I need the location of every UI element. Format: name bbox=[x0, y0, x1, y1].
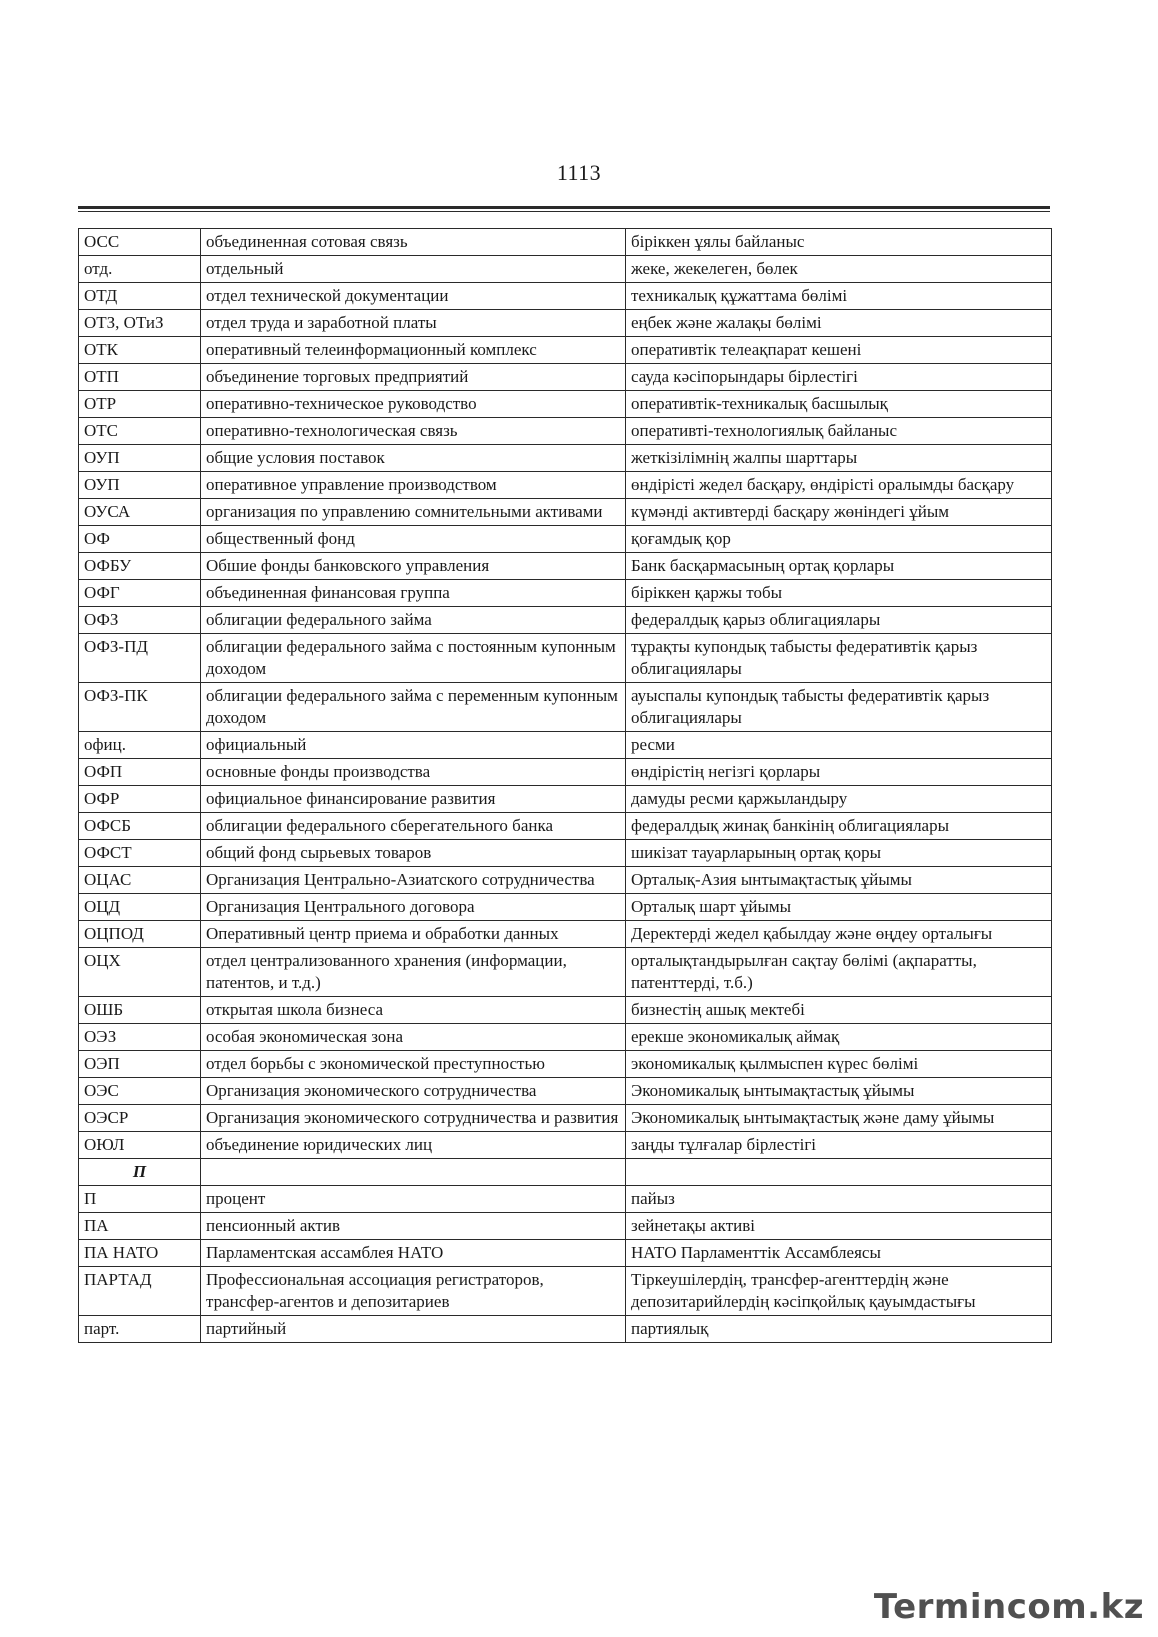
kazakh-term-cell: НАТО Парламенттік Ассамблеясы bbox=[626, 1240, 1052, 1267]
kazakh-term-cell: күмәнді активтерді басқару жөніндегі ұйым bbox=[626, 499, 1052, 526]
russian-term-cell: Обшие фонды банковского управления bbox=[201, 553, 626, 580]
abbreviation-cell: ОТС bbox=[79, 418, 201, 445]
abbreviation-cell: ОФБУ bbox=[79, 553, 201, 580]
kazakh-term-cell: біріккен қаржы тобы bbox=[626, 580, 1052, 607]
glossary-row bbox=[79, 867, 1052, 894]
russian-term-cell: облигации федерального займа bbox=[201, 607, 626, 634]
abbreviation-cell: ОСС bbox=[79, 229, 201, 256]
kazakh-term-cell: жеке, жекелеген, бөлек bbox=[626, 256, 1052, 283]
glossary-row bbox=[79, 526, 1052, 553]
kazakh-term-cell: тұрақты купондық табысты федеративтік қарыз облигациялары bbox=[626, 634, 1052, 683]
russian-term-cell: организация по управлению сомнительными активами bbox=[201, 499, 626, 526]
glossary-row bbox=[79, 472, 1052, 499]
kazakh-term-cell: бизнестің ашық мектебі bbox=[626, 997, 1052, 1024]
abbreviation-cell: ОУСА bbox=[79, 499, 201, 526]
russian-term-cell bbox=[201, 1159, 626, 1186]
russian-term-cell: оперативно-техническое руководство bbox=[201, 391, 626, 418]
russian-term-cell: отдел труда и заработной платы bbox=[201, 310, 626, 337]
glossary-row bbox=[79, 364, 1052, 391]
abbreviation-cell: ОЭС bbox=[79, 1078, 201, 1105]
abbreviation-cell: П bbox=[79, 1186, 201, 1213]
russian-term-cell: партийный bbox=[201, 1316, 626, 1343]
glossary-row bbox=[79, 283, 1052, 310]
abbreviation-cell: ОФП bbox=[79, 759, 201, 786]
russian-term-cell: процент bbox=[201, 1186, 626, 1213]
abbreviation-cell: П bbox=[79, 1159, 201, 1186]
kazakh-term-cell: ресми bbox=[626, 732, 1052, 759]
russian-term-cell: облигации федерального займа с переменным купонным доходом bbox=[201, 683, 626, 732]
section-header-row bbox=[79, 1159, 1052, 1186]
glossary-row bbox=[79, 683, 1052, 732]
glossary-row bbox=[79, 894, 1052, 921]
kazakh-term-cell: өндірістің негізгі қорлары bbox=[626, 759, 1052, 786]
russian-term-cell: Оперативный центр приема и обработки данных bbox=[201, 921, 626, 948]
kazakh-term-cell: өндірісті жедел басқару, өндірісті оралымды басқару bbox=[626, 472, 1052, 499]
glossary-row bbox=[79, 1186, 1052, 1213]
abbreviation-cell: ОФЗ-ПД bbox=[79, 634, 201, 683]
russian-term-cell: Организация Центрально-Азиатского сотрудничества bbox=[201, 867, 626, 894]
russian-term-cell: объединение торговых предприятий bbox=[201, 364, 626, 391]
glossary-row bbox=[79, 553, 1052, 580]
glossary-row bbox=[79, 1267, 1052, 1316]
abbreviation-cell: ОЦАС bbox=[79, 867, 201, 894]
abbreviation-cell: ОФСБ bbox=[79, 813, 201, 840]
glossary-row bbox=[79, 256, 1052, 283]
page-number: 1113 bbox=[556, 160, 602, 185]
glossary-row bbox=[79, 813, 1052, 840]
glossary-row bbox=[79, 786, 1052, 813]
abbreviation-cell: ОТК bbox=[79, 337, 201, 364]
abbreviation-cell: ОУП bbox=[79, 445, 201, 472]
russian-term-cell: объединенная финансовая группа bbox=[201, 580, 626, 607]
glossary-row bbox=[79, 948, 1052, 997]
kazakh-term-cell: дамуды ресми қаржыландыру bbox=[626, 786, 1052, 813]
abbreviation-cell: ОЦХ bbox=[79, 948, 201, 997]
abbreviation-cell: ОТР bbox=[79, 391, 201, 418]
glossary-row bbox=[79, 580, 1052, 607]
glossary-table bbox=[78, 228, 1052, 1343]
kazakh-term-cell: Тіркеушілердің, трансфер-агенттердің және депозитарийлердің кәсіпқойлық қауымдастығы bbox=[626, 1267, 1052, 1316]
abbreviation-cell: ОТЗ, ОТиЗ bbox=[79, 310, 201, 337]
russian-term-cell: Организация Центрального договора bbox=[201, 894, 626, 921]
kazakh-term-cell: Экономикалық ынтымақтастық ұйымы bbox=[626, 1078, 1052, 1105]
kazakh-term-cell: Экономикалық ынтымақтастық және даму ұйымы bbox=[626, 1105, 1052, 1132]
glossary-row bbox=[79, 759, 1052, 786]
glossary-row bbox=[79, 1051, 1052, 1078]
russian-term-cell: Организация экономического сотрудничества bbox=[201, 1078, 626, 1105]
glossary-row bbox=[79, 840, 1052, 867]
abbreviation-cell: ОШБ bbox=[79, 997, 201, 1024]
russian-term-cell: объединение юридических лиц bbox=[201, 1132, 626, 1159]
kazakh-term-cell: экономикалық қылмыспен күрес бөлімі bbox=[626, 1051, 1052, 1078]
abbreviation-cell: ОЭСР bbox=[79, 1105, 201, 1132]
abbreviation-cell: ПАРТАД bbox=[79, 1267, 201, 1316]
abbreviation-cell: ОЦД bbox=[79, 894, 201, 921]
kazakh-term-cell: зейнетақы активі bbox=[626, 1213, 1052, 1240]
russian-term-cell: облигации федерального займа с постоянным купонным доходом bbox=[201, 634, 626, 683]
glossary-row bbox=[79, 634, 1052, 683]
russian-term-cell: общественный фонд bbox=[201, 526, 626, 553]
glossary-row bbox=[79, 1024, 1052, 1051]
russian-term-cell: отдел борьбы с экономической преступностью bbox=[201, 1051, 626, 1078]
abbreviation-cell: ОЮЛ bbox=[79, 1132, 201, 1159]
kazakh-term-cell: оперативті-технологиялық байланыс bbox=[626, 418, 1052, 445]
abbreviation-cell: ОЭП bbox=[79, 1051, 201, 1078]
kazakh-term-cell: біріккен ұялы байланыс bbox=[626, 229, 1052, 256]
kazakh-term-cell: ауыспалы купондық табысты федеративтік қарыз облигациялары bbox=[626, 683, 1052, 732]
glossary-row bbox=[79, 229, 1052, 256]
glossary-row bbox=[79, 418, 1052, 445]
kazakh-term-cell: Орталық-Азия ынтымақтастық ұйымы bbox=[626, 867, 1052, 894]
glossary-row bbox=[79, 1078, 1052, 1105]
glossary-row bbox=[79, 499, 1052, 526]
russian-term-cell: официальное финансирование развития bbox=[201, 786, 626, 813]
russian-term-cell: общие условия поставок bbox=[201, 445, 626, 472]
russian-term-cell: общий фонд сырьевых товаров bbox=[201, 840, 626, 867]
glossary-row bbox=[79, 1316, 1052, 1343]
kazakh-term-cell: шикізат тауарларының ортақ қоры bbox=[626, 840, 1052, 867]
termincom-logo: Termincom.kz bbox=[873, 1587, 1144, 1627]
kazakh-term-cell: Деректерді жедел қабылдау және өңдеу орталығы bbox=[626, 921, 1052, 948]
kazakh-term-cell: қоғамдық қор bbox=[626, 526, 1052, 553]
russian-term-cell: Парламентская ассамблея НАТО bbox=[201, 1240, 626, 1267]
kazakh-term-cell: орталықтандырылған сақтау бөлімі (ақпаратты, патенттерді, т.б.) bbox=[626, 948, 1052, 997]
russian-term-cell: основные фонды производства bbox=[201, 759, 626, 786]
abbreviation-cell: ОФЗ bbox=[79, 607, 201, 634]
glossary-row bbox=[79, 310, 1052, 337]
russian-term-cell: объединенная сотовая связь bbox=[201, 229, 626, 256]
kazakh-term-cell: пайыз bbox=[626, 1186, 1052, 1213]
glossary-row bbox=[79, 732, 1052, 759]
header-rule-thin bbox=[78, 211, 1050, 212]
abbreviation-cell: ОТП bbox=[79, 364, 201, 391]
abbreviation-cell: ОФР bbox=[79, 786, 201, 813]
kazakh-term-cell: федералдық жинақ банкінің облигациялары bbox=[626, 813, 1052, 840]
russian-term-cell: Профессиональная ассоциация регистраторов, трансфер-агентов и депозитариев bbox=[201, 1267, 626, 1316]
glossary-row bbox=[79, 1213, 1052, 1240]
russian-term-cell: отдельный bbox=[201, 256, 626, 283]
russian-term-cell: официальный bbox=[201, 732, 626, 759]
russian-term-cell: оперативное управление производством bbox=[201, 472, 626, 499]
kazakh-term-cell bbox=[626, 1159, 1052, 1186]
glossary-row bbox=[79, 445, 1052, 472]
kazakh-term-cell: жеткізілімнің жалпы шарттары bbox=[626, 445, 1052, 472]
glossary-row bbox=[79, 1132, 1052, 1159]
kazakh-term-cell: оперативтік телеақпарат кешені bbox=[626, 337, 1052, 364]
russian-term-cell: открытая школа бизнеса bbox=[201, 997, 626, 1024]
russian-term-cell: пенсионный актив bbox=[201, 1213, 626, 1240]
glossary-row bbox=[79, 997, 1052, 1024]
abbreviation-cell: ОЭЗ bbox=[79, 1024, 201, 1051]
russian-term-cell: отдел централизованного хранения (информации, патентов, и т.д.) bbox=[201, 948, 626, 997]
abbreviation-cell: ОФ bbox=[79, 526, 201, 553]
glossary-row bbox=[79, 1105, 1052, 1132]
glossary-row bbox=[79, 391, 1052, 418]
kazakh-term-cell: оперативтік-техникалық басшылық bbox=[626, 391, 1052, 418]
abbreviation-cell: ОТД bbox=[79, 283, 201, 310]
abbreviation-cell: ОФЗ-ПК bbox=[79, 683, 201, 732]
russian-term-cell: облигации федерального сберегательного банка bbox=[201, 813, 626, 840]
glossary-body bbox=[79, 229, 1052, 1343]
kazakh-term-cell: федералдық қарыз облигациялары bbox=[626, 607, 1052, 634]
abbreviation-cell: ПА bbox=[79, 1213, 201, 1240]
abbreviation-cell: отд. bbox=[79, 256, 201, 283]
glossary-row bbox=[79, 337, 1052, 364]
abbreviation-cell: офиц. bbox=[79, 732, 201, 759]
abbreviation-cell: ПА НАТО bbox=[79, 1240, 201, 1267]
russian-term-cell: отдел технической документации bbox=[201, 283, 626, 310]
russian-term-cell: оперативный телеинформационный комплекс bbox=[201, 337, 626, 364]
header-rule-thick bbox=[78, 206, 1050, 209]
kazakh-term-cell: Банк басқармасының ортақ қорлары bbox=[626, 553, 1052, 580]
abbreviation-cell: ОФСТ bbox=[79, 840, 201, 867]
kazakh-term-cell: партиялық bbox=[626, 1316, 1052, 1343]
abbreviation-cell: парт. bbox=[79, 1316, 201, 1343]
abbreviation-cell: ОЦПОД bbox=[79, 921, 201, 948]
kazakh-term-cell: ерекше экономикалық аймақ bbox=[626, 1024, 1052, 1051]
kazakh-term-cell: еңбек және жалақы бөлімі bbox=[626, 310, 1052, 337]
glossary-row bbox=[79, 607, 1052, 634]
kazakh-term-cell: заңды тұлғалар бірлестігі bbox=[626, 1132, 1052, 1159]
abbreviation-cell: ОФГ bbox=[79, 580, 201, 607]
kazakh-term-cell: Орталық шарт ұйымы bbox=[626, 894, 1052, 921]
glossary-row bbox=[79, 1240, 1052, 1267]
russian-term-cell: особая экономическая зона bbox=[201, 1024, 626, 1051]
abbreviation-cell: ОУП bbox=[79, 472, 201, 499]
glossary-row bbox=[79, 921, 1052, 948]
russian-term-cell: Организация экономического сотрудничества и развития bbox=[201, 1105, 626, 1132]
kazakh-term-cell: сауда кәсіпорындары бірлестігі bbox=[626, 364, 1052, 391]
russian-term-cell: оперативно-технологическая связь bbox=[201, 418, 626, 445]
kazakh-term-cell: техникалық құжаттама бөлімі bbox=[626, 283, 1052, 310]
